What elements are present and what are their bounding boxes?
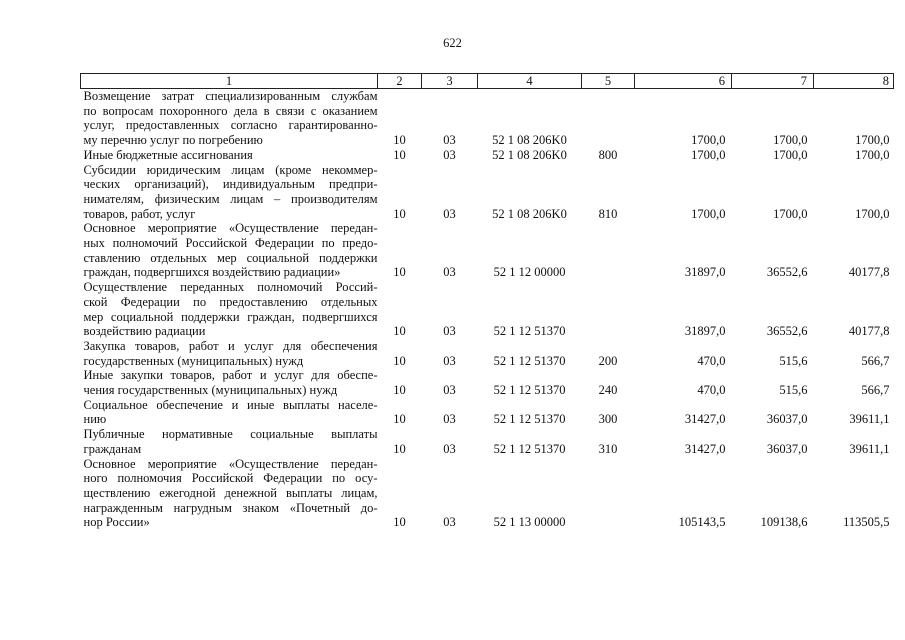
cell-c5	[582, 280, 635, 339]
description-line: ществлению ежегодной денежной выплаты лицам,	[83, 485, 378, 500]
cell-c8: 566,7	[861, 383, 890, 398]
column-header: 7	[732, 74, 814, 89]
cell-c8: 40177,8	[848, 324, 890, 339]
cell-c6: 470,0	[697, 353, 726, 368]
cell-c6: 105143,5	[678, 515, 726, 530]
cell-c6: 1700,0	[691, 133, 726, 148]
table-row	[81, 457, 894, 531]
description-line: государственных (муниципальных) нужд	[83, 353, 304, 368]
description-line: воздействию радиации	[83, 324, 206, 339]
cell-c4: 52 1 12 00000	[493, 265, 566, 280]
description-line: гражданам	[83, 441, 142, 456]
description-line: ческих организаций), индивидуальным предпри-	[83, 177, 378, 192]
description-line: Публичные нормативные социальные выплаты	[83, 427, 378, 442]
description-line: Основное мероприятие «Осуществление передан-	[83, 456, 378, 471]
cell-c4: 52 1 12 51370	[493, 441, 566, 456]
cell-c2: 10	[393, 324, 406, 339]
description-line: Иные бюджетные ассигнования	[83, 147, 253, 162]
cell-c8: 39611,1	[849, 441, 890, 456]
description-line: нор России»	[83, 515, 150, 530]
cell-c5: 810	[598, 206, 618, 221]
description-line: Социальное обеспечение и иные выплаты населе-	[83, 397, 378, 412]
cell-c2: 10	[393, 147, 406, 162]
cell-c5: 300	[598, 412, 618, 427]
row-description	[81, 89, 378, 148]
cell-c5	[582, 89, 635, 148]
cell-c3: 03	[443, 133, 456, 148]
description-line: му перечню услуг по погребению	[83, 133, 263, 148]
cell-c6: 31427,0	[684, 441, 726, 456]
column-header: 8	[814, 74, 894, 89]
cell-c6: 1700,0	[691, 206, 726, 221]
cell-c7: 1700,0	[773, 206, 808, 221]
cell-c8: 113505,5	[843, 515, 890, 530]
cell-c2: 10	[393, 206, 406, 221]
column-header: 5	[582, 74, 635, 89]
table-row	[81, 427, 894, 456]
row-description	[81, 163, 378, 222]
column-header: 4	[478, 74, 582, 89]
table-row	[81, 163, 894, 222]
cell-c2: 10	[393, 515, 406, 530]
column-header: 3	[422, 74, 478, 89]
cell-c7: 1700,0	[773, 147, 808, 162]
description-line: ного полномочия Российской Федерации по осу-	[83, 471, 378, 486]
description-line: Осуществление переданных полномочий Россий-	[83, 280, 378, 295]
cell-c7: 109138,6	[760, 515, 808, 530]
cell-c4: 52 1 12 51370	[493, 383, 566, 398]
row-description	[81, 339, 378, 368]
cell-c3: 03	[443, 353, 456, 368]
cell-c4: 52 1 13 00000	[493, 515, 566, 530]
row-description	[81, 148, 378, 163]
row-description	[81, 457, 378, 531]
cell-c4: 52 1 12 51370	[493, 324, 566, 339]
cell-c7: 36552,6	[766, 324, 808, 339]
cell-c3: 03	[443, 383, 456, 398]
cell-c3: 03	[443, 147, 456, 162]
cell-c5: 200	[598, 353, 618, 368]
cell-c2: 10	[393, 383, 406, 398]
cell-c7: 36552,6	[766, 265, 808, 280]
table-row	[81, 398, 894, 427]
column-header: 2	[378, 74, 422, 89]
cell-c3: 03	[443, 206, 456, 221]
cell-c4: 52 1 08 206K0	[492, 206, 567, 221]
cell-c6: 470,0	[697, 383, 726, 398]
table-row	[81, 221, 894, 280]
cell-c7: 1700,0	[773, 133, 808, 148]
table-row	[81, 368, 894, 397]
cell-c8: 566,7	[861, 353, 890, 368]
cell-c3: 03	[443, 412, 456, 427]
table-row	[81, 339, 894, 368]
cell-c4: 52 1 08 206K0	[492, 133, 567, 148]
description-line: Основное мероприятие «Осуществление передан-	[83, 221, 378, 236]
cell-c3: 03	[443, 515, 456, 530]
row-description	[81, 398, 378, 427]
description-line: ской Федерации по предоставлению отдельных	[83, 294, 378, 309]
cell-c8: 1700,0	[855, 133, 890, 148]
cell-c7: 36037,0	[766, 412, 808, 427]
cell-c5	[582, 221, 635, 280]
cell-c2: 10	[393, 441, 406, 456]
cell-c7: 36037,0	[766, 441, 808, 456]
row-description	[81, 221, 378, 280]
cell-c3: 03	[443, 324, 456, 339]
cell-c5	[582, 457, 635, 531]
cell-c7: 515,6	[779, 353, 808, 368]
cell-c4: 52 1 08 206K0	[492, 147, 567, 162]
table-row	[81, 89, 894, 148]
description-line: Возмещение затрат специализированным службам	[83, 89, 378, 103]
cell-c4: 52 1 12 51370	[493, 412, 566, 427]
cell-c8: 1700,0	[855, 147, 890, 162]
description-line: ных полномочий Российской Федерации по предо-	[83, 236, 378, 251]
description-line: Закупка товаров, работ и услуг для обеспечения	[83, 338, 378, 353]
cell-c5: 240	[598, 383, 618, 398]
table-row	[81, 148, 894, 163]
description-line: Иные закупки товаров, работ и услуг для обеспе-	[83, 368, 378, 383]
cell-c6: 31427,0	[684, 412, 726, 427]
row-description	[81, 280, 378, 339]
cell-c7: 515,6	[779, 383, 808, 398]
description-line: чения государственных (муниципальных) нужд	[83, 383, 338, 398]
description-line: нию	[83, 412, 107, 427]
budget-table	[80, 73, 894, 530]
description-line: мер социальной поддержки граждан, подвергшихся	[83, 309, 378, 324]
column-header: 1	[81, 74, 378, 89]
page-number: 622	[443, 36, 462, 50]
column-header: 6	[635, 74, 732, 89]
cell-c3: 03	[443, 265, 456, 280]
description-line: услуг, предоставленных согласно гарантированно-	[83, 118, 378, 133]
description-line: по вопросам похоронного дела в связи с оказанием	[83, 103, 378, 118]
cell-c2: 10	[393, 133, 406, 148]
cell-c2: 10	[393, 412, 406, 427]
row-description	[81, 427, 378, 456]
table-row	[81, 280, 894, 339]
description-line: Субсидии юридическим лицам (кроме некоммер-	[83, 162, 378, 177]
row-description	[81, 368, 378, 397]
cell-c8: 1700,0	[855, 206, 890, 221]
cell-c8: 39611,1	[849, 412, 890, 427]
header-row	[81, 74, 894, 89]
cell-c5: 800	[598, 147, 618, 162]
description-line: граждан, подвергшихся воздействию радиации»	[83, 265, 341, 280]
description-line: нимателям, физическим лицам – производителям	[83, 191, 378, 206]
description-line: награжденным нагрудным знаком «Почетный до-	[83, 500, 378, 515]
description-line: ставлению отдельных мер социальной поддержки	[83, 250, 378, 265]
cell-c2: 10	[393, 353, 406, 368]
cell-c6: 31897,0	[684, 265, 726, 280]
cell-c2: 10	[393, 265, 406, 280]
cell-c5: 310	[598, 441, 618, 456]
description-line: товаров, работ, услуг	[83, 206, 196, 221]
cell-c6: 31897,0	[684, 324, 726, 339]
cell-c8: 40177,8	[848, 265, 890, 280]
cell-c6: 1700,0	[691, 147, 726, 162]
cell-c3: 03	[443, 441, 456, 456]
cell-c4: 52 1 12 51370	[493, 353, 566, 368]
